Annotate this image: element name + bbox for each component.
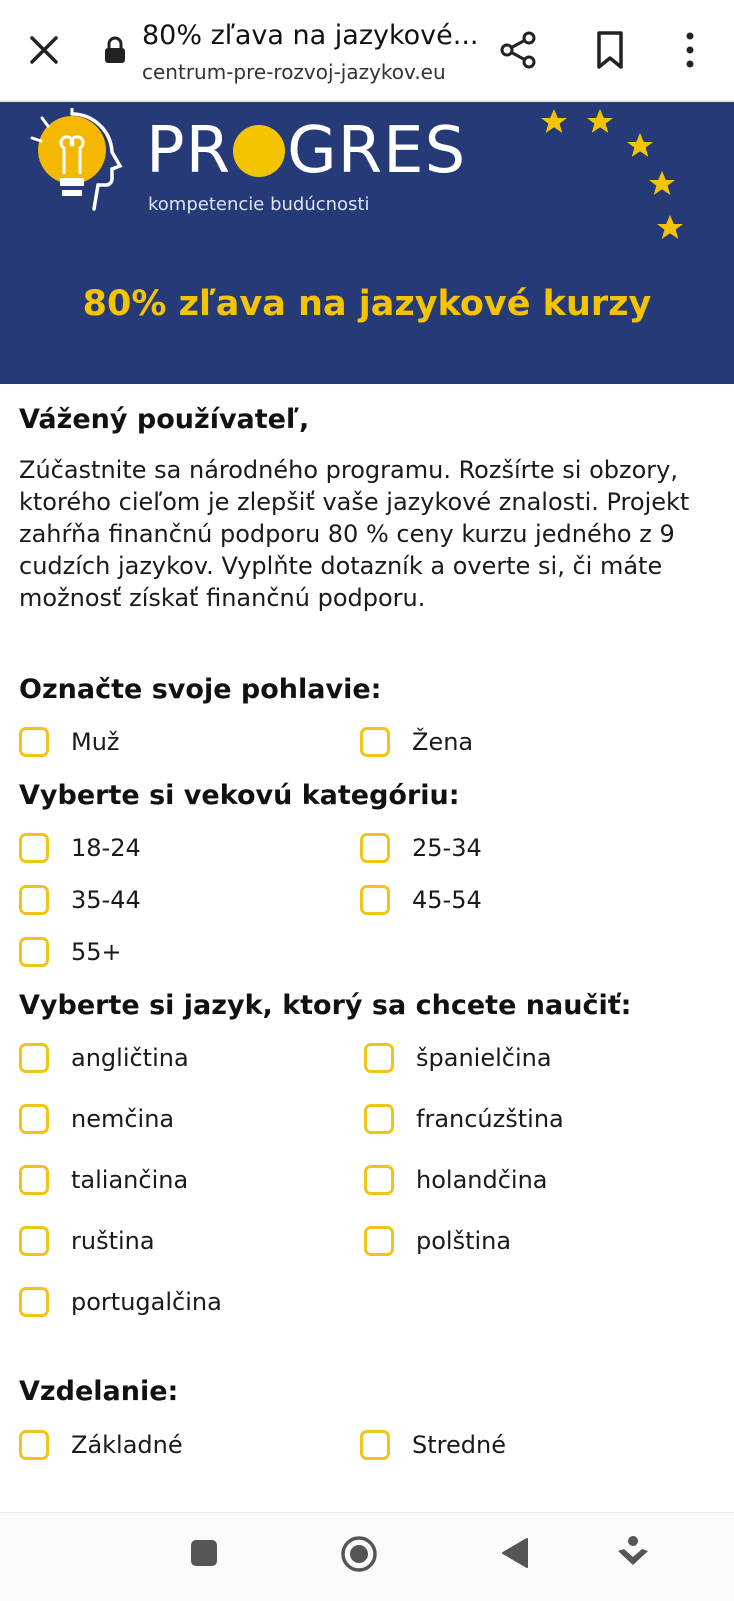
- age-option-45-54[interactable]: [360, 880, 482, 920]
- age-option-25-34[interactable]: [360, 828, 482, 868]
- option-label: 55+: [71, 938, 122, 966]
- language-option-russian[interactable]: [19, 1221, 155, 1261]
- education-heading: Vzdelanie:: [19, 1376, 179, 1407]
- language-option-spanish[interactable]: [364, 1038, 552, 1078]
- gender-option-female[interactable]: [360, 722, 473, 762]
- checkbox[interactable]: [364, 1104, 394, 1134]
- education-option-secondary[interactable]: [360, 1425, 506, 1465]
- age-option-35-44[interactable]: [19, 880, 141, 920]
- lock-icon: [104, 36, 126, 64]
- option-label: Stredné: [412, 1431, 506, 1459]
- option-label: 35-44: [71, 886, 141, 914]
- checkbox[interactable]: [19, 833, 49, 863]
- share-icon[interactable]: [498, 30, 538, 70]
- checkbox[interactable]: [364, 1043, 394, 1073]
- option-label: 45-54: [412, 886, 482, 914]
- option-label: španielčina: [416, 1044, 552, 1072]
- checkbox[interactable]: [360, 885, 390, 915]
- checkbox[interactable]: [360, 727, 390, 757]
- page-title[interactable]: 80% zľava na jazykové...: [142, 20, 479, 51]
- brand-tagline: kompetencie budúcnosti: [148, 194, 370, 215]
- eu-stars-icon: [540, 102, 734, 252]
- hero-banner: [0, 102, 734, 384]
- checkbox[interactable]: [360, 1430, 390, 1460]
- brand-text-start: PR: [146, 114, 232, 188]
- checkbox[interactable]: [364, 1165, 394, 1195]
- checkbox[interactable]: [19, 727, 49, 757]
- lightbulb-logo-icon: [22, 108, 132, 218]
- greeting: Vážený používateľ,: [19, 404, 310, 435]
- education-option-basic[interactable]: [19, 1425, 183, 1465]
- page-url[interactable]: centrum-pre-rozvoj-jazykov.eu: [142, 60, 446, 84]
- language-option-german[interactable]: [19, 1099, 174, 1139]
- language-option-polish[interactable]: [364, 1221, 511, 1261]
- gender-heading: Označte svoje pohlavie:: [19, 674, 382, 705]
- language-option-italian[interactable]: [19, 1160, 188, 1200]
- option-label: holandčina: [416, 1166, 548, 1194]
- checkbox[interactable]: [19, 1104, 49, 1134]
- option-label: 25-34: [412, 834, 482, 862]
- option-label: Žena: [412, 728, 474, 756]
- more-options-icon[interactable]: [680, 30, 700, 70]
- option-label: ruština: [71, 1227, 155, 1255]
- checkbox[interactable]: [19, 1165, 49, 1195]
- option-label: taliančina: [71, 1166, 189, 1194]
- language-option-english[interactable]: [19, 1038, 189, 1078]
- checkbox[interactable]: [364, 1226, 394, 1256]
- language-option-french[interactable]: [364, 1099, 564, 1139]
- brand-o-circle: [233, 125, 285, 177]
- intro-paragraph: Zúčastnite sa národného programu. Rozšírte si obzory, ktorého cieľom je zlepšiť vaše jazykové znalosti. Projekt zahŕňa finančnú podporu 80 % ceny kurzu jedného z 9 cudzích jazykov. Vyplňte dotazník a overte si, či máte možnosť získať finančnú podporu.: [19, 456, 690, 612]
- checkbox[interactable]: [19, 1287, 49, 1317]
- option-label: 18-24: [71, 834, 141, 862]
- age-heading: Vyberte si vekovú kategóriu:: [19, 780, 460, 811]
- language-option-dutch[interactable]: [364, 1160, 548, 1200]
- language-option-portuguese[interactable]: [19, 1282, 222, 1322]
- accessibility-icon[interactable]: [616, 1535, 650, 1571]
- checkbox[interactable]: [19, 885, 49, 915]
- checkbox[interactable]: [19, 1226, 49, 1256]
- option-label: Muž: [71, 728, 120, 756]
- recent-apps-icon[interactable]: [190, 1539, 218, 1567]
- option-label: polština: [416, 1227, 512, 1255]
- system-navigation-bar: [0, 1512, 734, 1601]
- checkbox[interactable]: [360, 833, 390, 863]
- age-option-18-24[interactable]: [19, 828, 141, 868]
- promo-headline: 80% zľava na jazykové kurzy: [82, 284, 652, 324]
- close-icon[interactable]: [26, 32, 62, 68]
- home-icon[interactable]: [340, 1535, 378, 1573]
- brand-text-end: GRES: [287, 114, 467, 188]
- option-label: portugalčina: [71, 1288, 222, 1316]
- language-heading: Vyberte si jazyk, ktorý sa chcete naučiť:: [19, 990, 632, 1021]
- checkbox[interactable]: [19, 1043, 49, 1073]
- brand-logo: [146, 114, 466, 188]
- age-option-55-plus[interactable]: [19, 932, 122, 972]
- option-label: nemčina: [71, 1105, 175, 1133]
- back-icon[interactable]: [500, 1537, 530, 1569]
- checkbox[interactable]: [19, 1430, 49, 1460]
- bookmark-icon[interactable]: [594, 30, 626, 70]
- option-label: angličtina: [71, 1044, 189, 1072]
- option-label: Základné: [71, 1431, 183, 1459]
- gender-option-male[interactable]: [19, 722, 120, 762]
- option-label: francúzština: [416, 1105, 564, 1133]
- checkbox[interactable]: [19, 937, 49, 967]
- browser-toolbar: [0, 0, 734, 102]
